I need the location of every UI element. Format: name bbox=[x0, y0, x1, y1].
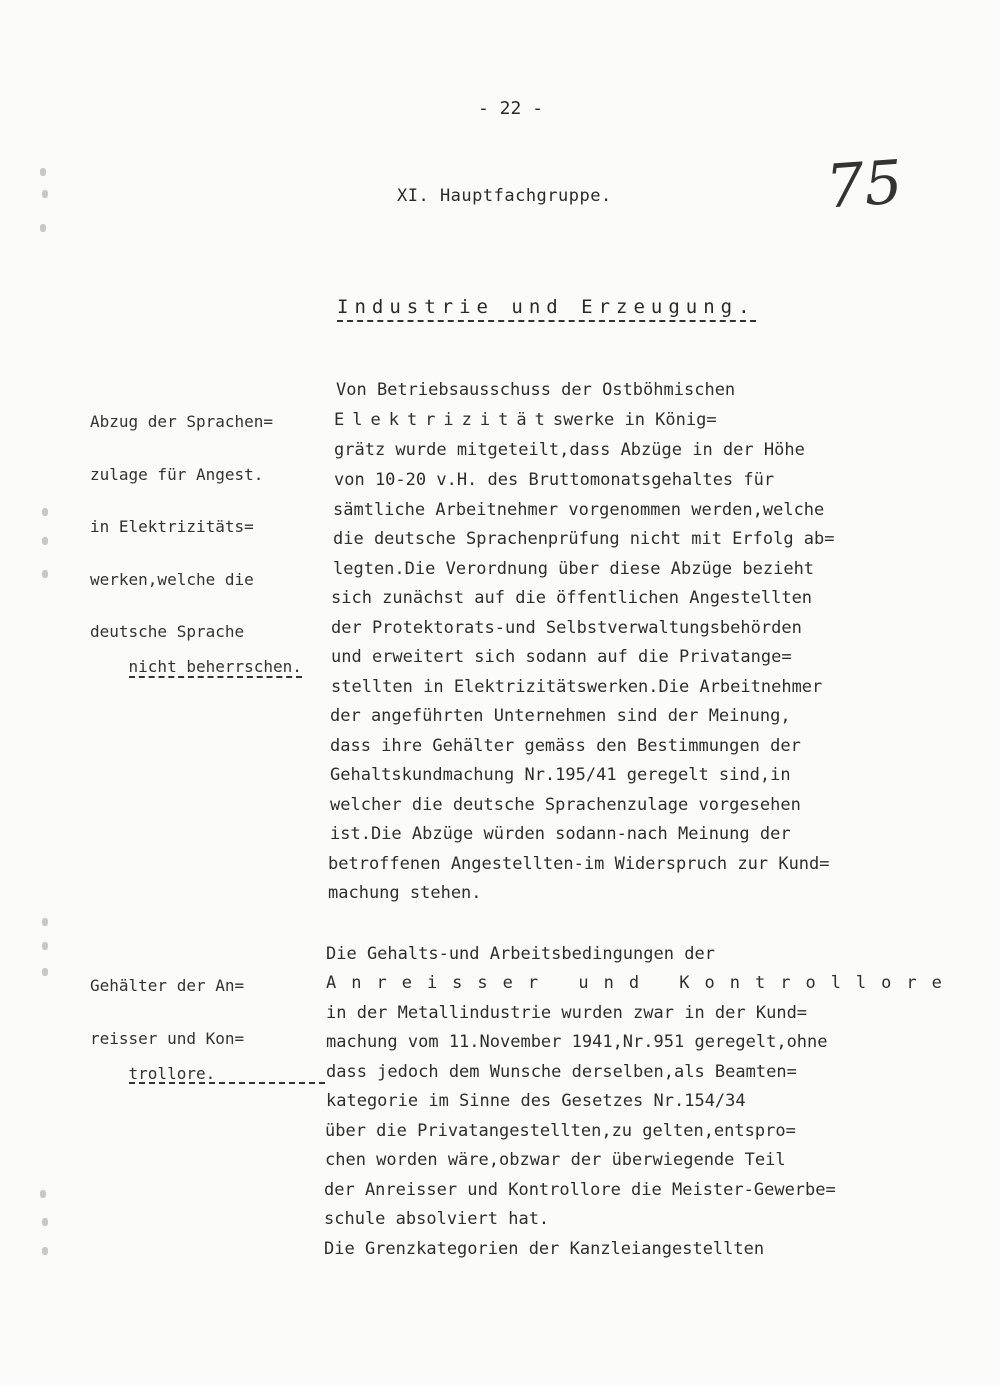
body-line: über die Privatangestellten,zu gelten,entspro= bbox=[325, 1121, 796, 1141]
body-line: machung vom 11.November 1941,Nr.951 geregelt,ohne bbox=[326, 1032, 828, 1052]
body-line bbox=[334, 410, 717, 430]
body-line: und erweitert sich sodann auf die Privatange= bbox=[331, 647, 792, 667]
margin-note-line: zulage für Angest. bbox=[90, 464, 264, 484]
margin-note-line: Abzug der Sprachen= bbox=[90, 412, 274, 431]
margin-note-1 bbox=[90, 378, 302, 695]
margin-note-line: deutsche Sprache bbox=[90, 622, 245, 641]
spaced-word: Elektrizität bbox=[334, 410, 553, 430]
body-line: dass jedoch dem Wunsche derselben,als Beamten= bbox=[326, 1062, 797, 1082]
margin-note-line: Gehälter der An= bbox=[90, 976, 245, 995]
body-line: welcher die deutsche Sprachenzulage vorgesehen bbox=[330, 795, 801, 815]
body-line: die deutsche Sprachenprüfung nicht mit Erfolg ab= bbox=[333, 529, 835, 549]
body-line: ist.Die Abzüge würden sodann-nach Meinung der bbox=[330, 824, 791, 844]
handwritten-number: 75 bbox=[823, 147, 905, 223]
margin-note-line: reisser und Kon= bbox=[90, 1028, 245, 1048]
body-line: betroffenen Angestellten-im Widerspruch zur Kund= bbox=[328, 854, 830, 874]
body-line: sämtliche Arbeitnehmer vorgenommen werden,welche bbox=[333, 500, 825, 520]
body-line: dass ihre Gehälter gemäss den Bestimmungen der bbox=[330, 736, 801, 756]
margin-note-2 bbox=[90, 942, 325, 1102]
body-line: von 10-20 v.H. des Bruttomonatsgehaltes für bbox=[334, 470, 775, 490]
body-line: schule absolviert hat. bbox=[324, 1209, 550, 1229]
section-title: Industrie und Erzeugung. bbox=[337, 296, 756, 322]
body-line: machung stehen. bbox=[328, 883, 482, 903]
spaced-line: Anreisser und Kontrollore bbox=[326, 973, 957, 993]
body-line: der Protektorats-und Selbstverwaltungsbehörden bbox=[331, 618, 802, 638]
margin-note-line: in Elektrizitäts= bbox=[90, 517, 254, 536]
body-line: legten.Die Verordnung über diese Abzüge bezieht bbox=[333, 559, 815, 579]
body-line: sich zunächst auf die öffentlichen Angestellten bbox=[331, 588, 813, 608]
body-line: kategorie im Sinne des Gesetzes Nr.154/34 bbox=[326, 1091, 746, 1111]
body-line: Die Grenzkategorien der Kanzleiangestellten bbox=[324, 1239, 765, 1259]
group-heading: XI. Hauptfachgruppe. bbox=[397, 186, 612, 206]
body-line: grätz wurde mitgeteilt,dass Abzüge in der Höhe bbox=[334, 440, 805, 460]
margin-note-line: trollore. bbox=[129, 1065, 326, 1085]
body-line: stellten in Elektrizitätswerken.Die Arbeitnehmer bbox=[331, 677, 823, 697]
margin-note-line: werken,welche die bbox=[90, 569, 254, 589]
body-line: Gehaltskundmachung Nr.195/41 geregelt sind,in bbox=[330, 765, 791, 785]
margin-note-line: nicht beherrschen. bbox=[128, 657, 302, 676]
body-line: der angeführten Unternehmen sind der Meinung, bbox=[330, 706, 791, 726]
body-line-rest: swerke in König= bbox=[552, 410, 717, 430]
body-line: chen worden wäre,obzwar der überwiegende Teil bbox=[325, 1150, 786, 1170]
body-line: Von Betriebsausschuss der Ostböhmischen bbox=[336, 380, 736, 400]
body-line: Die Gehalts-und Arbeitsbedingungen der bbox=[326, 944, 715, 964]
body-line: in der Metallindustrie wurden zwar in der Kund= bbox=[326, 1003, 808, 1023]
page-number: - 22 - bbox=[478, 98, 544, 119]
body-line: der Anreisser und Kontrollore die Meister-Gewerbe= bbox=[324, 1180, 836, 1200]
